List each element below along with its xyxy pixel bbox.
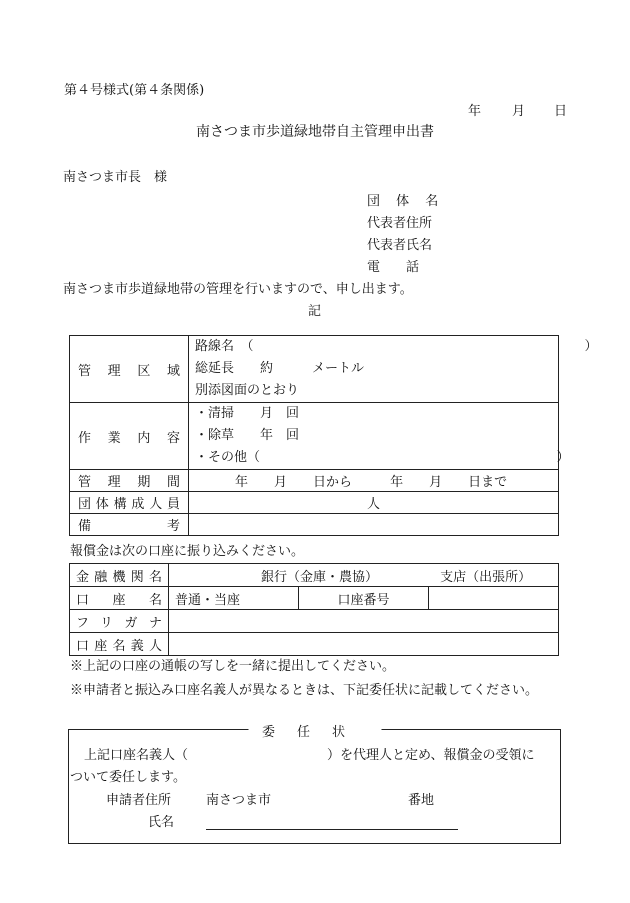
work-label: 作業内容 — [70, 403, 189, 470]
branch-text: 支店（出張所） — [440, 569, 532, 585]
page-title: 南さつま市歩道緑地帯自主管理申出書 — [196, 124, 434, 140]
area-label: 管理区域 — [70, 336, 189, 403]
management-table — [69, 335, 598, 536]
statement: 南さつま市歩道緑地帯の管理を行いますので、申し出ます。 — [63, 282, 413, 297]
rep-address-label: 代表者住所 — [367, 216, 433, 231]
members-cell — [189, 492, 559, 514]
institution-cell — [169, 564, 559, 587]
date-day: 日 — [554, 104, 568, 119]
period-cell — [189, 470, 559, 492]
account-type: 普通・当座 — [169, 587, 299, 610]
rep-name-label: 代表者氏名 — [367, 238, 433, 253]
bank-text: 銀行（金庫・農協） — [261, 569, 379, 585]
work-cell — [189, 403, 570, 470]
form-number: 第４号様式(第４条関係) — [64, 83, 205, 98]
cleaning-line: ・清掃 月 回 — [195, 406, 300, 421]
note-1: ※上記の口座の通帳の写しを一緒に提出してください。 — [70, 659, 396, 674]
account-label: 口座名 — [70, 587, 169, 610]
delegation-title: 委任状 — [248, 721, 381, 740]
ki-mark: 記 — [308, 304, 322, 319]
holder-cell — [169, 633, 559, 656]
institution-label: 金融機関名 — [70, 564, 169, 587]
furigana-cell — [169, 610, 559, 633]
period-label: 管理期間 — [70, 470, 189, 492]
weeding-line: ・除草 年 回 — [195, 428, 300, 443]
holder-label: 口座名義人 — [70, 633, 169, 656]
delegation-line1-a: 上記口座名義人（ — [84, 748, 189, 763]
route-line: 路線名 （ ） — [195, 339, 598, 354]
signature-line — [206, 829, 458, 830]
other-line — [195, 447, 570, 469]
period-from: 年 月 日から — [235, 475, 353, 490]
account-number-label: 口座番号 — [299, 587, 429, 610]
org-name-label: 団 体 名 — [367, 194, 445, 209]
phone-label: 電 話 — [367, 260, 420, 275]
period-to: 年 月 日まで — [390, 475, 508, 490]
other-label: ・その他（ — [195, 450, 261, 465]
area-cell — [189, 336, 598, 403]
delegation-line1-b: ）を代理人と定め、報償金の受領に — [327, 748, 535, 763]
delegation-box — [68, 725, 561, 844]
applicant-banchi: 番地 — [408, 793, 435, 808]
addressee: 南さつま市長 様 — [63, 170, 168, 185]
delegation-line2: ついて委任します。 — [70, 770, 186, 785]
applicant-name-label: 氏名 — [148, 815, 175, 830]
members-label: 団体構成人員 — [70, 492, 189, 514]
attached-line: 別添図面のとおり — [195, 383, 300, 398]
furigana-label: フリガナ — [70, 610, 169, 633]
date-year: 年 — [468, 104, 482, 119]
applicant-city: 南さつま市 — [206, 793, 272, 808]
members-unit: 人 — [366, 497, 380, 512]
note-2: ※申請者と振込み口座名義人が異なるときは、下記委任状に記載してください。 — [70, 683, 539, 698]
length-line: 総延長 約 メートル — [195, 361, 365, 376]
remarks-cell — [189, 514, 559, 536]
other-close: ） — [556, 450, 570, 465]
applicant-address-label: 申請者住所 — [106, 793, 172, 808]
route-label: 路線名 （ — [195, 339, 254, 354]
date-month: 月 — [512, 104, 526, 119]
remarks-label: 備考 — [70, 514, 189, 536]
payment-note: 報償金は次の口座に振り込みください。 — [70, 544, 305, 559]
bank-table — [69, 563, 559, 656]
account-number-cell — [429, 587, 559, 610]
